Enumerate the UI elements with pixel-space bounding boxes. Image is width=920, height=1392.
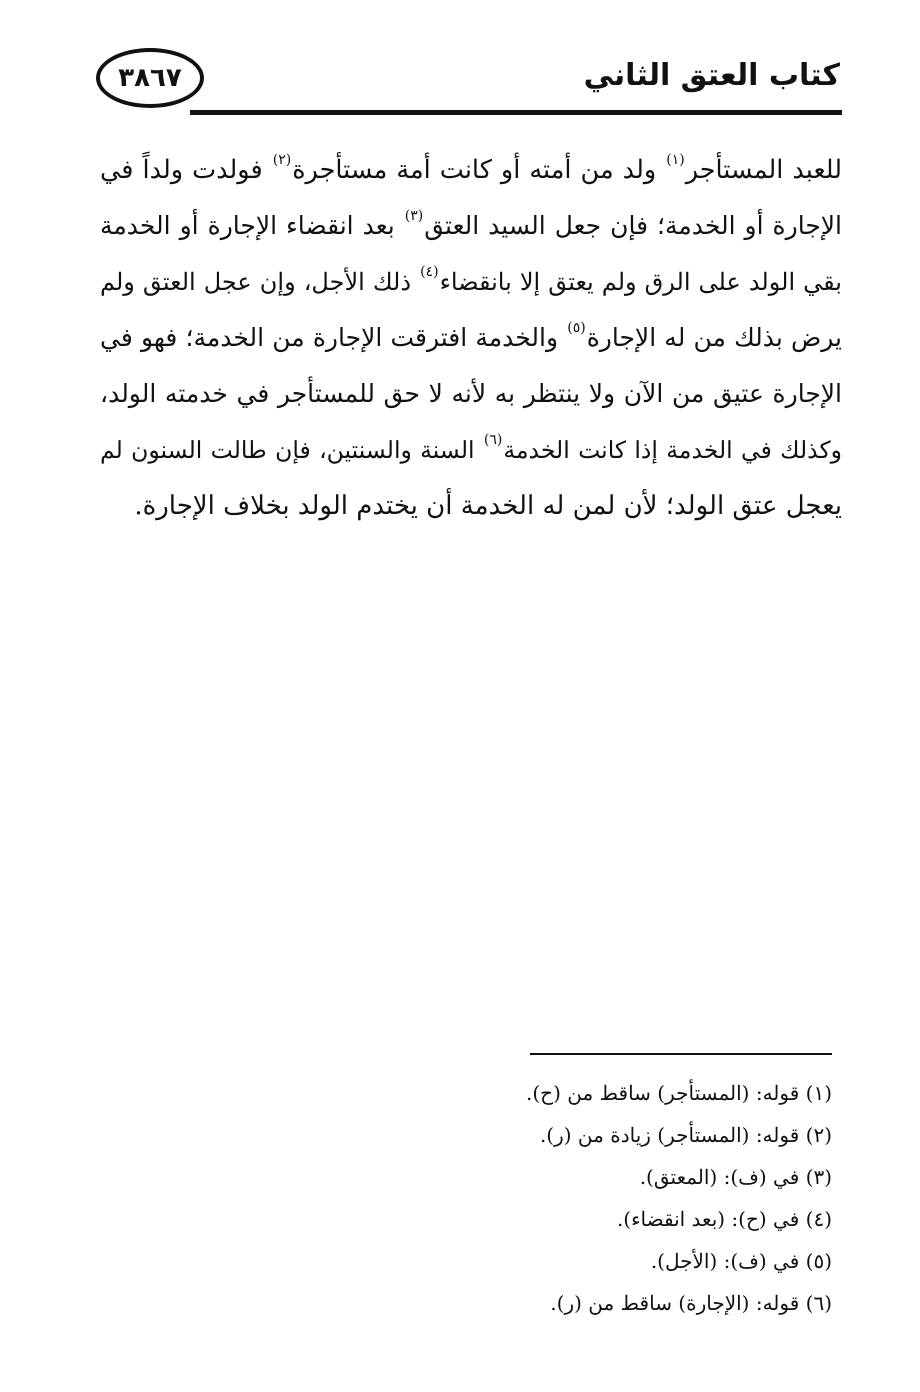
body-line	[100, 478, 842, 534]
body-text-run: يرض بذلك من له الإجارة	[586, 323, 842, 352]
body-line	[100, 198, 842, 254]
footnote-marker: (٢)	[272, 152, 292, 168]
body-text-run: ولد من أمته أو كانت أمة مستأجرة	[292, 155, 666, 185]
footnote-item: (٦) قوله: (الإجارة) ساقط من (ر).	[550, 1291, 832, 1315]
header-rule	[190, 110, 842, 115]
footnote-item: (١) قوله: (المستأجر) ساقط من (ح).	[526, 1081, 832, 1105]
page-header	[96, 46, 842, 118]
footnote-marker: (٥)	[567, 320, 586, 336]
body-text-run: الإجارة عتيق من الآن ولا ينتظر به لأنه لا حق للمستأجر في خدمته الولد،	[100, 379, 842, 408]
footnote-item: (٢) قوله: (المستأجر) زيادة من (ر).	[539, 1123, 832, 1147]
footnotes	[432, 1072, 832, 1324]
footnote-marker: (٦)	[483, 432, 503, 448]
footnote-separator	[530, 1053, 832, 1055]
footnote-marker: (٤)	[420, 264, 439, 280]
body-text-run: وكذلك في الخدمة إذا كانت الخدمة	[503, 436, 842, 464]
body-text-run: فولدت ولداً في	[100, 155, 272, 185]
body-text-run: السنة والسنتين، فإن طالت السنون لم	[100, 436, 483, 464]
page-number: ٣٨٦٧	[118, 63, 182, 93]
body-text-run: بقي الولد على الرق ولم يعتق إلا بانقضاء	[439, 268, 842, 296]
footnote-item: (٤) في (ح): (بعد انقضاء).	[616, 1207, 832, 1231]
body-line	[100, 422, 842, 478]
body-text-run: يعجل عتق الولد؛ لأن لمن له الخدمة أن يختدم الولد بخلاف الإجارة.	[134, 491, 842, 521]
body-line	[100, 142, 842, 198]
running-title: كتاب العتق الثاني	[583, 58, 840, 93]
footnote-item: (٥) في (ف): (الأجل).	[650, 1249, 832, 1273]
body-text-run: الإجارة أو الخدمة؛ فإن جعل السيد العتق	[424, 211, 842, 240]
body-line	[100, 254, 842, 310]
body-text-run: ذلك الأجل، وإن عجل العتق ولم	[100, 268, 420, 296]
body-text-run: بعد انقضاء الإجارة أو الخدمة	[100, 211, 404, 240]
body-text-run: للعبد المستأجر	[685, 155, 842, 185]
page-number-frame	[96, 48, 204, 108]
body-text-run: والخدمة افترقت الإجارة من الخدمة؛ فهو في	[100, 323, 567, 352]
footnote-marker: (١)	[666, 152, 685, 168]
body-line	[100, 366, 842, 422]
body-line	[100, 310, 842, 366]
footnote-item: (٣) في (ف): (المعتق).	[639, 1165, 832, 1189]
footnote-marker: (٣)	[404, 208, 424, 224]
body-text	[100, 142, 842, 534]
